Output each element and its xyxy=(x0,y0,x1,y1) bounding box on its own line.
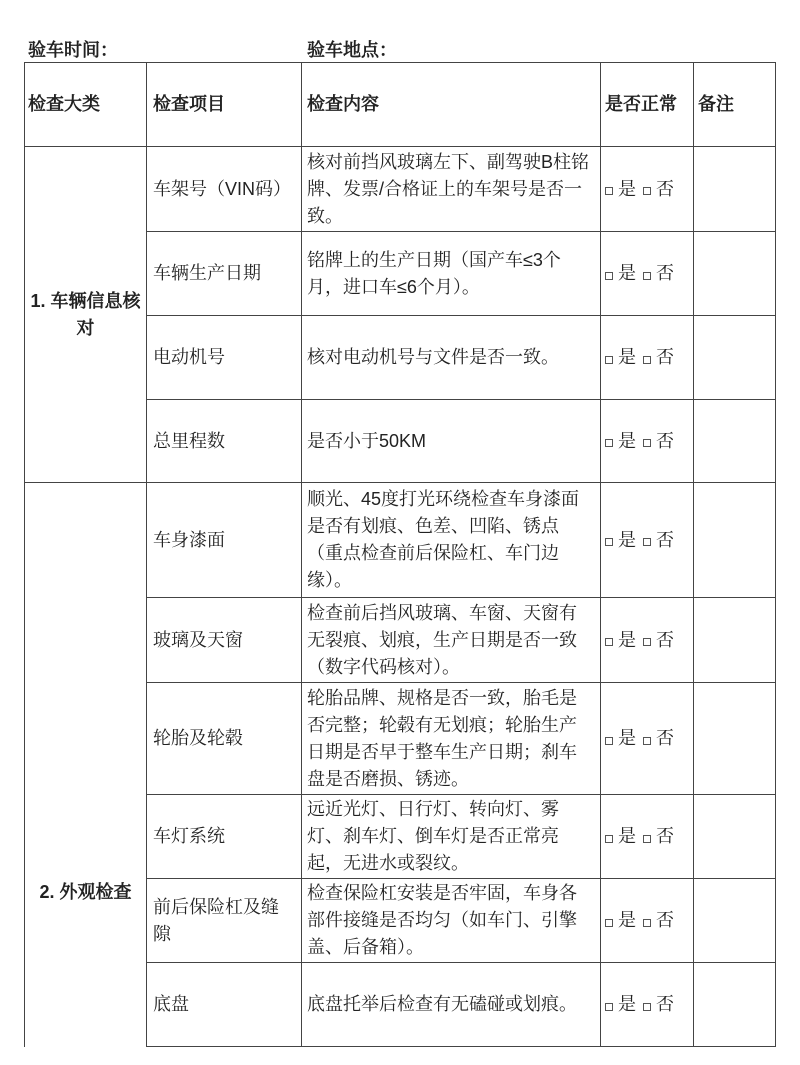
checkbox-icon xyxy=(605,538,613,546)
checkbox-icon xyxy=(605,737,613,745)
checkbox-icon xyxy=(605,1003,613,1011)
yes-option-label: 是 xyxy=(618,910,636,930)
item-label: 总里程数 xyxy=(153,430,225,451)
checkbox-icon xyxy=(605,356,613,364)
checkbox-icon xyxy=(643,835,651,843)
content-cell xyxy=(302,316,601,400)
header-content xyxy=(302,63,601,147)
remarks-cell xyxy=(694,147,776,232)
status-cell xyxy=(601,879,694,963)
remarks-cell xyxy=(694,400,776,483)
checkbox-icon xyxy=(643,356,651,364)
item-label: 电动机号 xyxy=(153,347,225,367)
header-item-label: 检查项目 xyxy=(153,94,225,114)
remarks-cell xyxy=(694,963,776,1047)
header-content-label: 检查内容 xyxy=(307,94,379,114)
content-cell xyxy=(302,232,601,316)
status-cell xyxy=(601,400,694,483)
status-cell xyxy=(601,795,694,879)
item-cell xyxy=(147,400,302,483)
item-label: 车架号（VIN码） xyxy=(153,178,292,199)
item-cell xyxy=(147,963,302,1047)
content-cell xyxy=(302,795,601,879)
item-cell xyxy=(147,483,302,598)
yes-option-label: 是 xyxy=(618,347,636,367)
checkbox-icon xyxy=(605,272,613,280)
category-label: 1. 车辆信息核对 xyxy=(30,290,141,338)
remarks-cell xyxy=(694,683,776,795)
yes-option-label: 是 xyxy=(618,728,636,748)
item-label: 玻璃及天窗 xyxy=(153,629,243,650)
category-label: 2. 外观检查 xyxy=(39,882,132,902)
no-option-label: 否 xyxy=(656,728,674,748)
yes-option-label: 是 xyxy=(618,994,636,1014)
yes-option-label: 是 xyxy=(618,430,636,451)
status-cell xyxy=(601,232,694,316)
content-text: 底盘托举后检查有无磕碰或划痕。 xyxy=(307,994,577,1014)
no-option-label: 否 xyxy=(656,826,674,846)
content-text: 检查前后挡风玻璃、车窗、天窗有无裂痕、划痕，生产日期是否一致（数字代码核对）。 xyxy=(307,602,577,677)
header-normal-label: 是否正常 xyxy=(605,94,677,114)
checkbox-icon xyxy=(643,187,651,195)
content-cell xyxy=(302,963,601,1047)
category-cell-vehicle-info xyxy=(25,147,147,483)
content-text: 是否小于50KM xyxy=(307,430,427,451)
header-normal xyxy=(601,63,694,147)
item-label: 车辆生产日期 xyxy=(153,263,261,283)
item-label: 车灯系统 xyxy=(153,826,225,846)
content-text: 铭牌上的生产日期（国产车≤3个月，进口车≤6个月）。 xyxy=(307,249,561,297)
content-cell xyxy=(302,483,601,598)
content-cell xyxy=(302,147,601,232)
checkbox-icon xyxy=(605,919,613,927)
remarks-cell xyxy=(694,879,776,963)
yes-option-label: 是 xyxy=(618,529,636,550)
inspection-time-label: 验车时间： xyxy=(28,40,118,60)
item-label: 底盘 xyxy=(153,994,189,1014)
content-cell xyxy=(302,683,601,795)
item-label: 前后保险杠及缝隙 xyxy=(153,896,279,944)
header-remarks-label: 备注 xyxy=(698,94,734,114)
item-label: 车身漆面 xyxy=(153,529,225,550)
yes-option-label: 是 xyxy=(618,826,636,846)
checkbox-icon xyxy=(605,835,613,843)
no-option-label: 否 xyxy=(656,347,674,367)
header-remarks xyxy=(694,63,776,147)
category-cell-exterior xyxy=(25,483,147,1047)
item-cell xyxy=(147,598,302,683)
header-category-label: 检查大类 xyxy=(28,94,100,114)
content-text: 远近光灯、日行灯、转向灯、雾灯、刹车灯、倒车灯是否正常亮起，无进水或裂纹。 xyxy=(307,799,559,873)
no-option-label: 否 xyxy=(656,430,674,451)
remarks-cell xyxy=(694,316,776,400)
no-option-label: 否 xyxy=(656,178,674,199)
checkbox-icon xyxy=(643,737,651,745)
inspection-table xyxy=(24,62,776,1047)
no-option-label: 否 xyxy=(656,910,674,930)
remarks-cell xyxy=(694,598,776,683)
no-option-label: 否 xyxy=(656,629,674,650)
item-cell xyxy=(147,147,302,232)
no-option-label: 否 xyxy=(656,994,674,1014)
content-text: 轮胎品牌、规格是否一致，胎毛是否完整；轮毂有无划痕；轮胎生产日期是否早于整车生产日期；刹车盘是否磨损、锈迹。 xyxy=(307,687,577,789)
item-cell xyxy=(147,683,302,795)
content-text: 顺光、45度打光环绕检查车身漆面是否有划痕、色差、凹陷、锈点（重点检查前后保险杠、车门边缘）。 xyxy=(307,489,580,590)
yes-option-label: 是 xyxy=(618,629,636,650)
checkbox-icon xyxy=(643,272,651,280)
checkbox-icon xyxy=(643,538,651,546)
checkbox-icon xyxy=(605,439,613,447)
yes-option-label: 是 xyxy=(618,263,636,283)
yes-option-label: 是 xyxy=(618,178,636,199)
checkbox-icon xyxy=(643,919,651,927)
item-label: 轮胎及轮毂 xyxy=(153,728,243,748)
header-item xyxy=(147,63,302,147)
item-cell xyxy=(147,232,302,316)
no-option-label: 否 xyxy=(656,529,674,550)
header-category xyxy=(25,63,147,147)
status-cell xyxy=(601,316,694,400)
content-cell xyxy=(302,400,601,483)
checkbox-icon xyxy=(605,187,613,195)
content-text: 检查保险杠安装是否牢固，车身各部件接缝是否均匀（如车门、引擎盖、后备箱）。 xyxy=(307,883,577,957)
remarks-cell xyxy=(694,483,776,598)
no-option-label: 否 xyxy=(656,263,674,283)
content-text: 核对电动机号与文件是否一致。 xyxy=(307,347,559,367)
remarks-cell xyxy=(694,232,776,316)
inspection-place-label: 验车地点： xyxy=(307,40,397,60)
checkbox-icon xyxy=(643,638,651,646)
status-cell xyxy=(601,147,694,232)
content-cell xyxy=(302,598,601,683)
status-cell xyxy=(601,683,694,795)
remarks-cell xyxy=(694,795,776,879)
status-cell xyxy=(601,598,694,683)
content-text: 核对前挡风玻璃左下、副驾驶B柱铭牌、发票/合格证上的车架号是否一致。 xyxy=(307,151,590,226)
status-cell xyxy=(601,963,694,1047)
checkbox-icon xyxy=(643,439,651,447)
item-cell xyxy=(147,316,302,400)
item-cell xyxy=(147,879,302,963)
checkbox-icon xyxy=(643,1003,651,1011)
item-cell xyxy=(147,795,302,879)
status-cell xyxy=(601,483,694,598)
checkbox-icon xyxy=(605,638,613,646)
content-cell xyxy=(302,879,601,963)
